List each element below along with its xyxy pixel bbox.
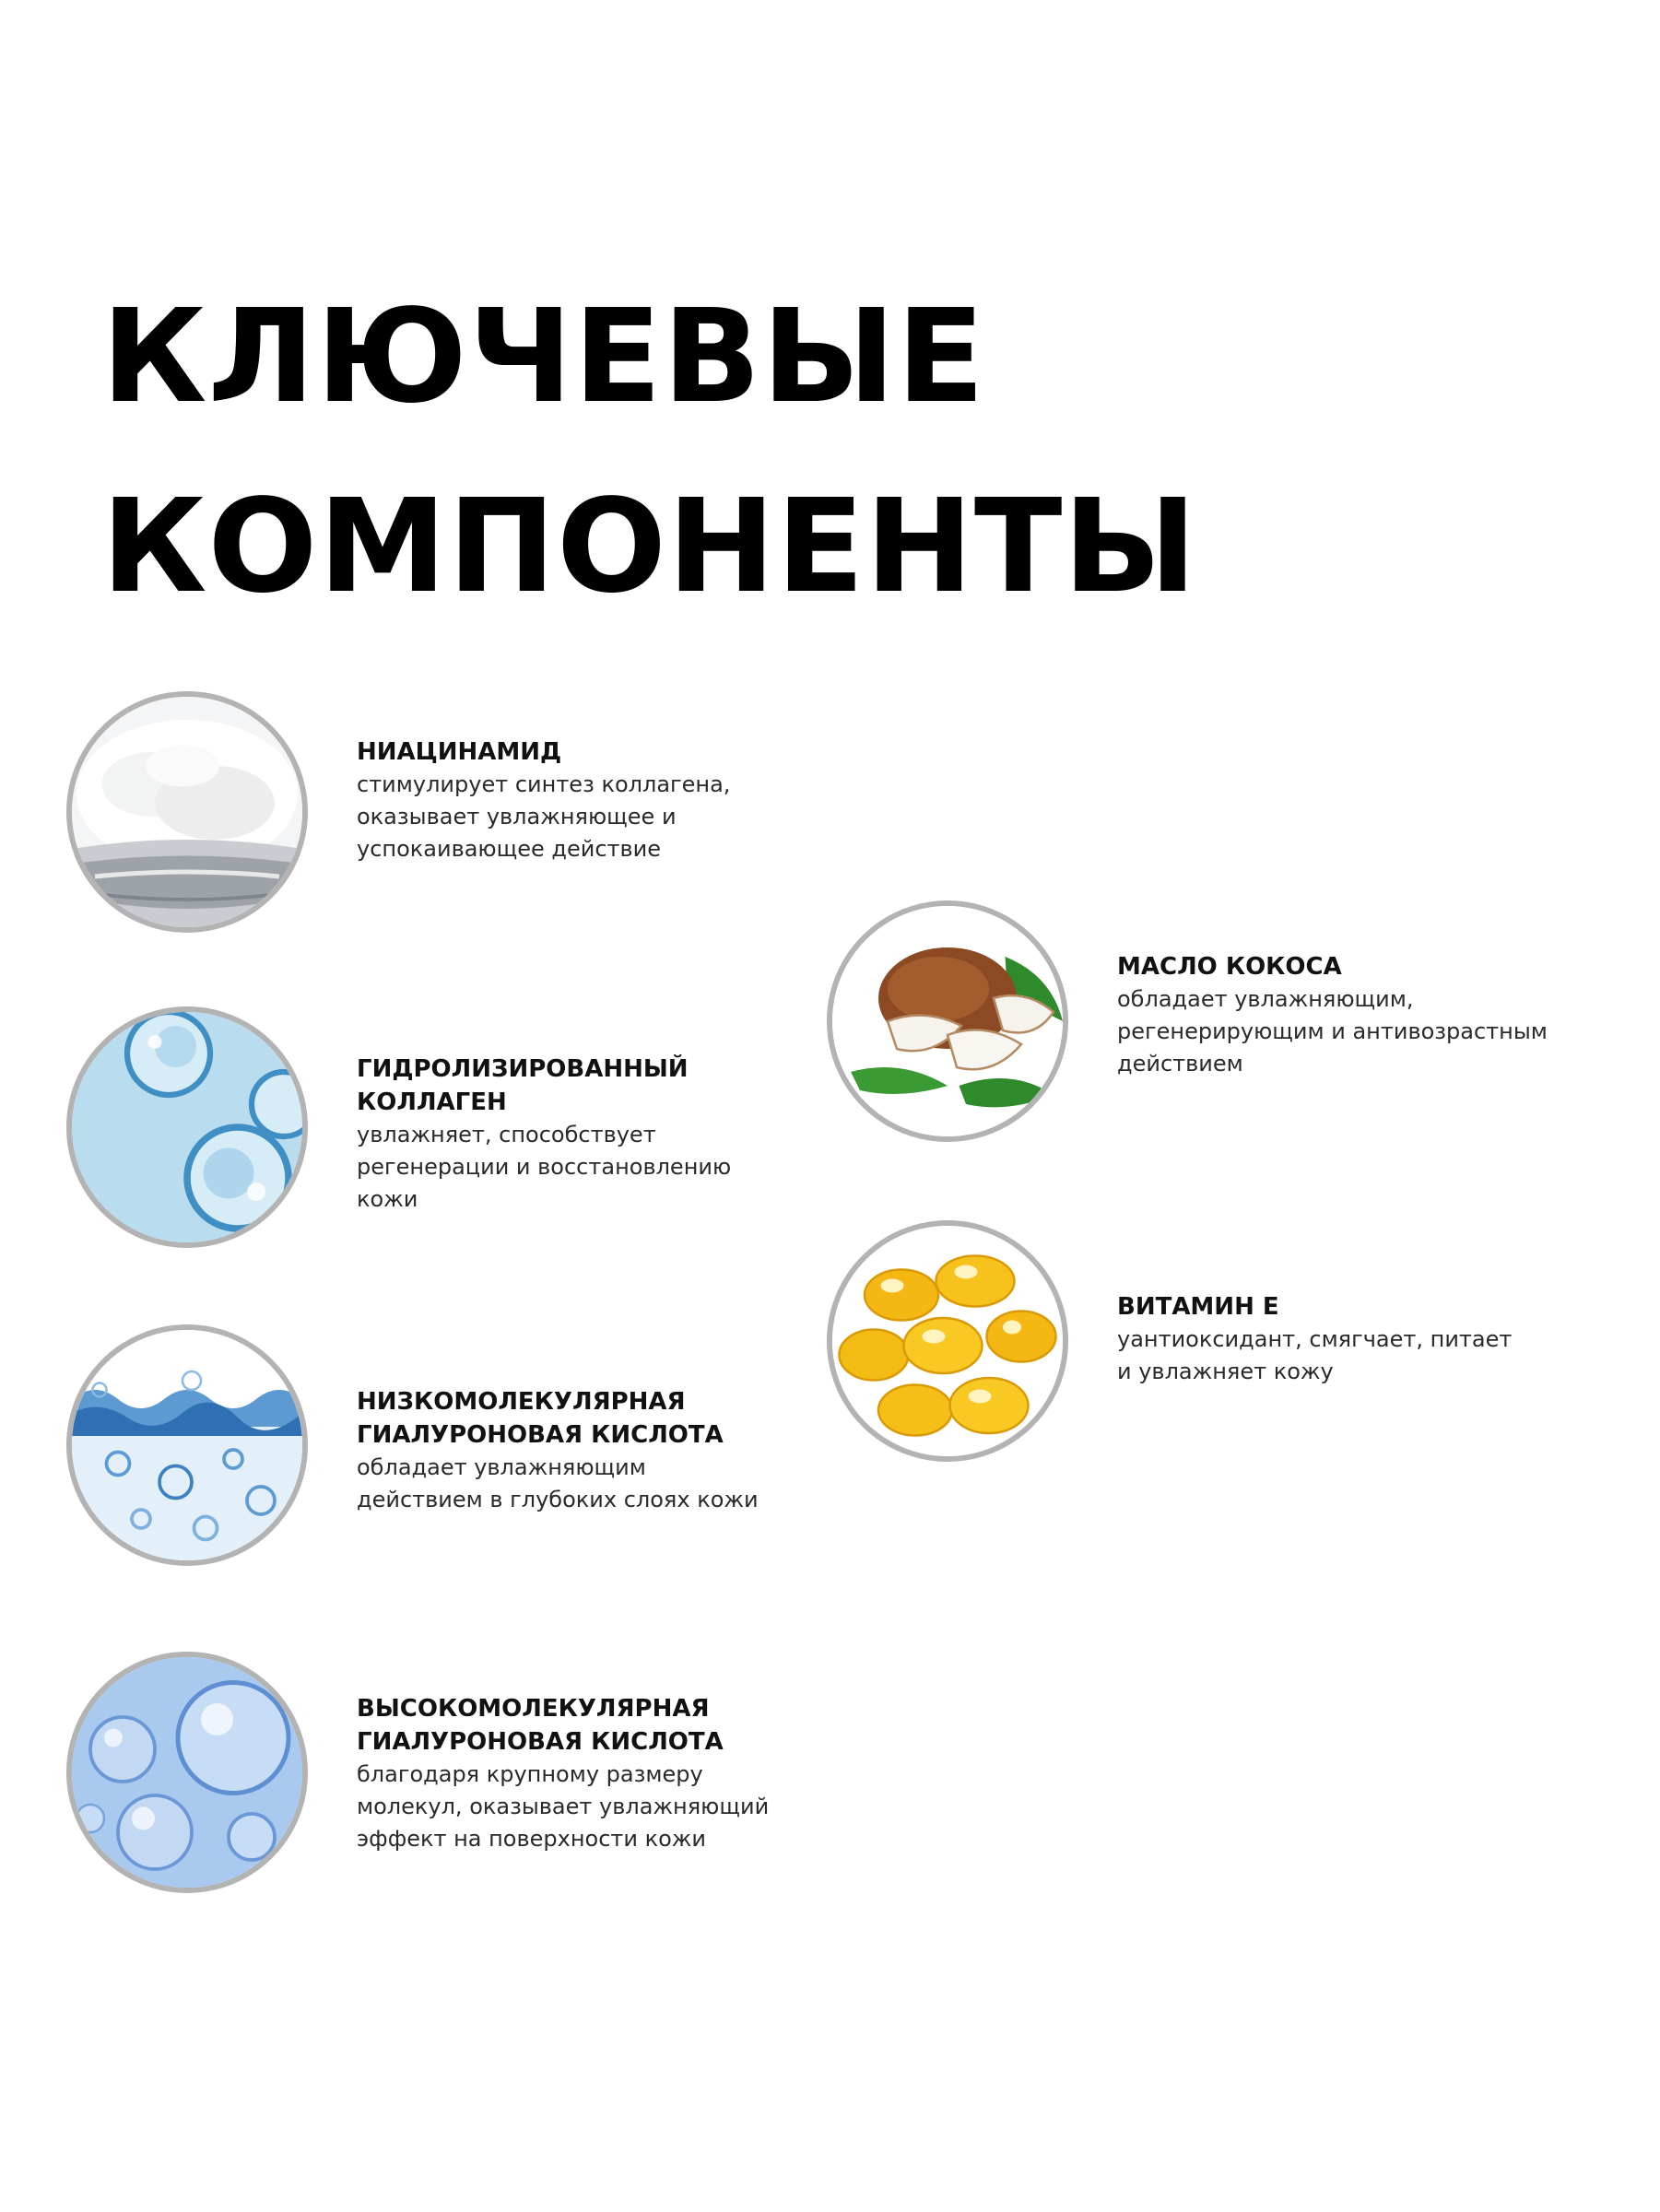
ingredient-name: НИЗКОМОЛЕКУЛЯРНАЯ ГИАЛУРОНОВАЯ КИСЛОТА	[357, 1388, 724, 1449]
ingredient-description: уантиоксидант, смягчает, питает и увлажняет кожу	[1117, 1326, 1513, 1384]
blue-spheres-icon	[66, 1652, 308, 1893]
ingredient-description: увлажняет, способствует регенерации и восстановлению кожи	[357, 1122, 732, 1212]
ingredient-name: ВИТАМИН Е	[1117, 1293, 1279, 1321]
ingredient-name: ГИДРОЛИЗИРОВАННЫЙ КОЛЛАГЕН	[357, 1055, 689, 1116]
page-title-line-1: КЛЮЧЕВЫЕ	[101, 282, 986, 432]
ingredient-description: благодаря крупному размеру молекул, оказывает увлажняющий эффект на поверхности кожи	[357, 1761, 770, 1852]
ingredient-description: обладает увлажняющим, регенерирующим и антивозрастным действием	[1117, 986, 1548, 1077]
vitamin-capsules-icon	[827, 1220, 1068, 1462]
ingredient-name: ВЫСОКОМОЛЕКУЛЯРНАЯ ГИАЛУРОНОВАЯ КИСЛОТА	[357, 1695, 724, 1756]
page-title	[101, 263, 1197, 642]
white-powder-icon	[66, 691, 308, 933]
coconut-icon	[827, 900, 1068, 1142]
ingredient-name: НИАЦИНАМИД	[357, 738, 562, 766]
ingredient-description: стимулирует синтез коллагена, оказывает увлажняющее и успокаивающее действие	[357, 771, 731, 862]
ingredient-name: МАСЛО КОКОСА	[1117, 953, 1342, 981]
page-title-line-2: КОМПОНЕНТЫ	[101, 472, 1198, 622]
ingredient-description: обладает увлажняющим действием в глубоких слоях кожи	[357, 1454, 759, 1512]
water-bubbles-icon	[66, 1324, 308, 1566]
collagen-drops-icon	[66, 1006, 308, 1248]
